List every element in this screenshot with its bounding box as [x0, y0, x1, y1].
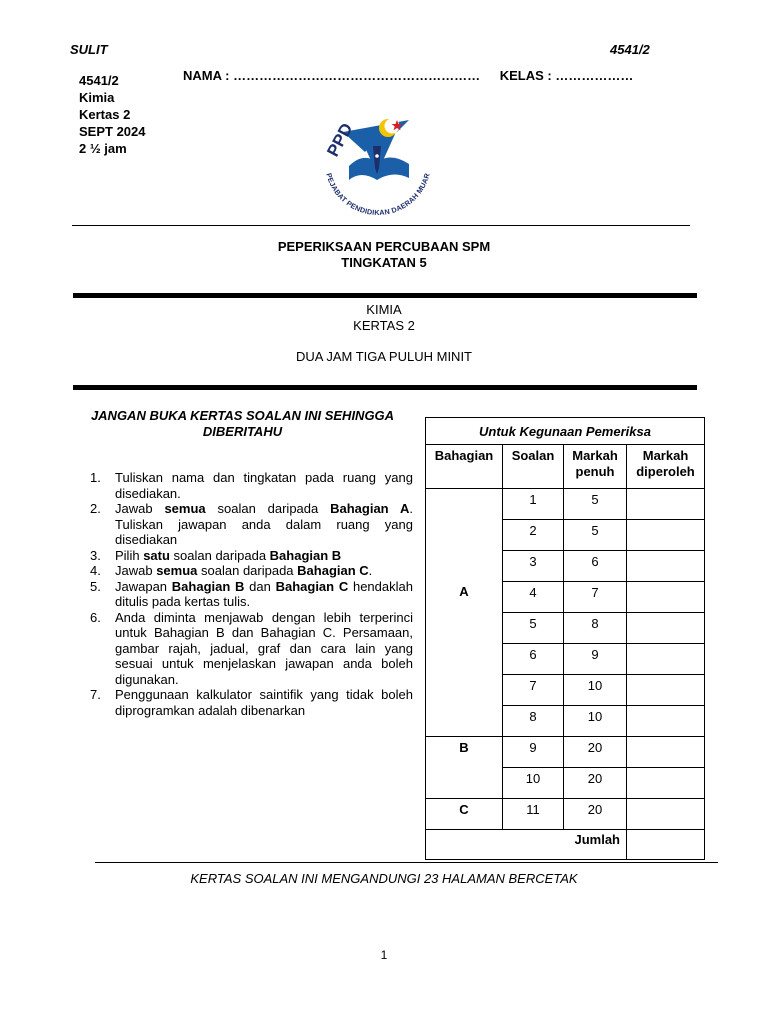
section-label: A: [426, 489, 503, 737]
instruction-number: 6.: [90, 609, 101, 625]
section-label: C: [426, 799, 503, 830]
question-number: 5: [503, 613, 564, 644]
header-sulit: SULIT: [70, 42, 108, 57]
question-number: 11: [503, 799, 564, 830]
obtained-marks-cell[interactable]: [627, 737, 705, 768]
instructions-list: [90, 470, 413, 718]
instruction-text: hendaklah ditulis pada kertas tulis.: [115, 578, 413, 609]
full-marks: 5: [564, 520, 627, 551]
question-number: 4: [503, 582, 564, 613]
section-label: B: [426, 737, 503, 799]
instruction-item: [90, 470, 413, 501]
instruction-emphasis: Bahagian A: [330, 501, 410, 516]
instruction-emphasis: Bahagian B: [171, 578, 245, 594]
obtained-marks-cell[interactable]: [627, 582, 705, 613]
instruction-emphasis: Bahagian C: [297, 563, 369, 578]
instruction-emphasis: semua: [156, 563, 198, 578]
instruction-text: . Tuliskan jawapan anda dalam ruang yang disediakan: [115, 501, 414, 547]
exam-title: PEPERIKSAAN PERCUBAAN SPM: [277, 239, 491, 254]
paper-number: Kertas 2: [79, 107, 131, 122]
paper-date: SEPT 2024: [79, 124, 146, 139]
total-row: [426, 830, 705, 860]
full-marks: 10: [564, 675, 627, 706]
logo-arc-text: PEJABAT PENDIDIKAN DAERAH MUAR: [324, 172, 432, 218]
instruction-number: 1.: [90, 470, 101, 485]
rule-thick-2: [73, 385, 697, 390]
instruction-text: soalan daripada: [169, 547, 270, 563]
header-obtained-marks: Markah diperoleh: [627, 445, 705, 489]
instruction-number: 3.: [90, 547, 101, 563]
question-number: 2: [503, 520, 564, 551]
instruction-text: Tuliskan nama dan tingkatan pada ruang yang disediakan.: [115, 470, 413, 501]
full-marks: 6: [564, 551, 627, 582]
obtained-marks-cell[interactable]: [627, 799, 705, 830]
obtained-marks-cell[interactable]: [627, 675, 705, 706]
paper-subject: Kimia: [79, 90, 115, 105]
instruction-emphasis: semua: [164, 501, 206, 516]
logo-initials: PPD: [323, 119, 357, 160]
instruction-item: [90, 610, 413, 688]
question-number: 6: [503, 644, 564, 675]
header-full-marks: Markah penuh: [564, 445, 627, 489]
full-marks: 20: [564, 768, 627, 799]
instruction-text: Anda diminta menjawab dengan lebih terperinci untuk Bahagian B dan Bahagian C. Persamaan, gambar rajah, jadual, graf dan cara lain yang sesuai untuk menjelaskan jawapan anda boleh digunakan.: [115, 609, 413, 687]
obtained-marks-cell[interactable]: [627, 489, 705, 520]
total-marks-cell[interactable]: [627, 830, 705, 860]
class-field[interactable]: KELAS : ………………: [499, 68, 634, 83]
instruction-number: 2.: [90, 501, 101, 516]
full-marks: 20: [564, 737, 627, 768]
paper-code: 4541/2: [79, 73, 119, 88]
page-number: 1: [380, 948, 388, 962]
full-marks: 9: [564, 644, 627, 675]
instruction-text: dan: [244, 578, 276, 594]
full-marks: 5: [564, 489, 627, 520]
question-number: 8: [503, 706, 564, 737]
instruction-text: Jawab: [115, 501, 165, 516]
obtained-marks-cell[interactable]: [627, 613, 705, 644]
instruction-text: Jawapan: [115, 578, 172, 594]
question-number: 1: [503, 489, 564, 520]
header-question: Soalan: [503, 445, 564, 489]
paper-info: [79, 72, 146, 157]
rule-thick-1: [73, 293, 697, 298]
instruction-text: Pilih: [115, 547, 144, 563]
instruction-emphasis: Bahagian B: [269, 547, 342, 563]
footer-note: KERTAS SOALAN INI MENGANDUNGI 23 HALAMAN BERCETAK: [190, 871, 578, 886]
instruction-text: soalan daripada: [205, 501, 331, 516]
subject-name: KIMIA: [366, 302, 402, 317]
question-number: 10: [503, 768, 564, 799]
question-number: 3: [503, 551, 564, 582]
name-field[interactable]: NAMA : …………………………………………………: [183, 68, 481, 83]
name-row: [183, 68, 633, 83]
ppd-logo: [313, 110, 443, 222]
question-number: 7: [503, 675, 564, 706]
instruction-text: .: [368, 563, 373, 578]
instruction-text: Penggunaan kalkulator saintifik yang tidak boleh diprogramkan adalah dibenarkan: [115, 687, 413, 718]
instruction-item: [90, 687, 413, 718]
instruction-text: Jawab: [115, 563, 157, 578]
instruction-item: [90, 501, 413, 548]
full-marks: 20: [564, 799, 627, 830]
rule-top: [72, 225, 690, 226]
table-row: [426, 799, 705, 830]
subject-duration: DUA JAM TIGA PULUH MINIT: [295, 349, 472, 364]
warning-text: JANGAN BUKA KERTAS SOALAN INI SEHINGGA DIBERITAHU: [90, 408, 395, 439]
instruction-number: 7.: [90, 687, 101, 702]
instruction-number: 4.: [90, 563, 101, 578]
table-title: Untuk Kegunaan Pemeriksa: [426, 418, 705, 445]
instruction-emphasis: satu: [143, 547, 170, 563]
obtained-marks-cell[interactable]: [627, 551, 705, 582]
total-label: Jumlah: [426, 830, 627, 860]
obtained-marks-cell[interactable]: [627, 644, 705, 675]
instruction-item: [90, 548, 413, 564]
marks-table: [425, 417, 705, 860]
paper-duration: 2 ½ jam: [79, 141, 127, 156]
header-section: Bahagian: [426, 445, 503, 489]
rule-bottom: [95, 862, 718, 863]
full-marks: 7: [564, 582, 627, 613]
instruction-item: [90, 579, 413, 610]
question-number: 9: [503, 737, 564, 768]
subject-paper: KERTAS 2: [353, 318, 415, 333]
full-marks: 8: [564, 613, 627, 644]
instruction-text: soalan daripada: [197, 563, 298, 578]
obtained-marks-cell[interactable]: [627, 520, 705, 551]
instruction-item: [90, 563, 413, 579]
instruction-number: 5.: [90, 578, 101, 594]
full-marks: 10: [564, 706, 627, 737]
table-row: [426, 489, 705, 520]
exam-form: TINGKATAN 5: [341, 255, 427, 270]
obtained-marks-cell[interactable]: [627, 706, 705, 737]
table-row: [426, 737, 705, 768]
instruction-emphasis: Bahagian C: [275, 578, 349, 594]
header-code: 4541/2: [610, 42, 650, 57]
obtained-marks-cell[interactable]: [627, 768, 705, 799]
